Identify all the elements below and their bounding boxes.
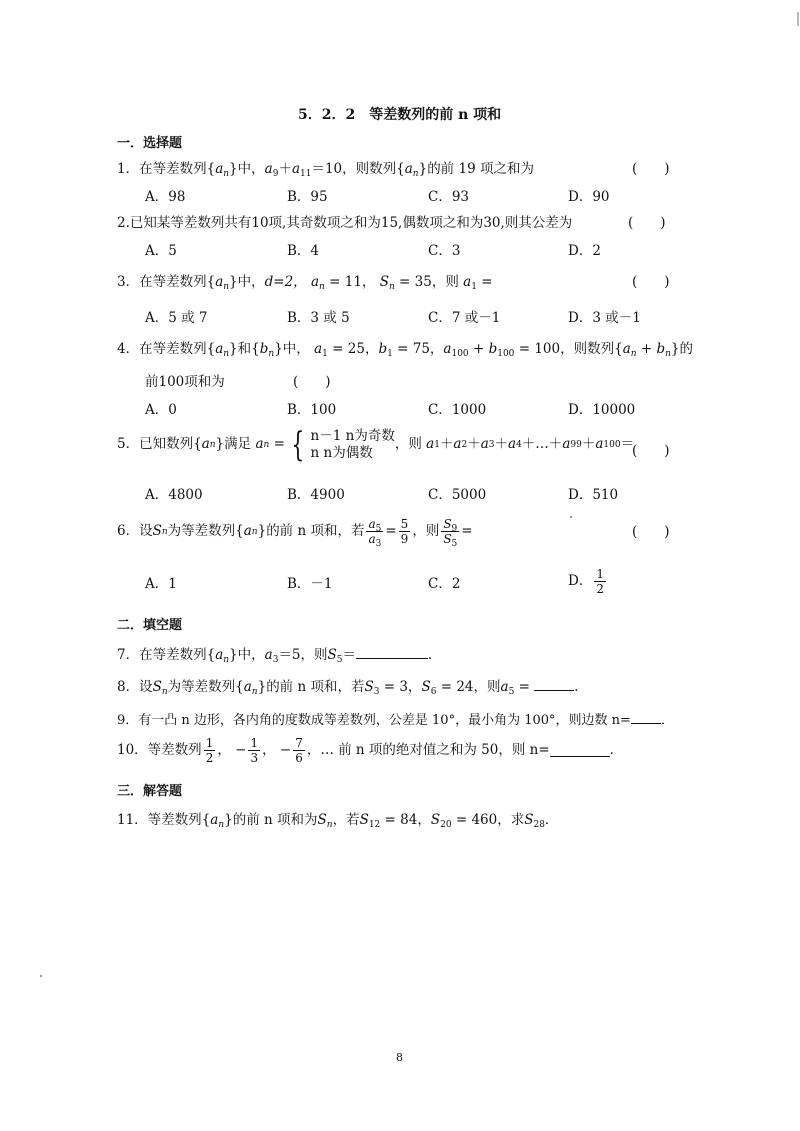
scan-edge-mark [797,12,799,26]
scan-speck [40,975,42,977]
page-title: 5．2．2 等差数列的前 n 项和 [298,107,502,123]
option-c: C．5000 [428,487,487,503]
fraction-1-3: $\frac{1}{3}$ [250,736,259,765]
question-1: 1．在等差数列$\{a_n\}$中，$a_9+a_{11}=10$，则数列$\{a_n\}$的前 19 项之和为 [117,161,534,179]
option-c: C．1000 [428,402,487,418]
option-a: A．98 [145,189,186,205]
option-d: D． $\frac{1}{2}$ [568,567,604,596]
question-7: 7．在等差数列$\{a_n\}$中，$a_3=5$，则$S_5=$ ． [117,647,442,665]
question-11: 11．等差数列$\{a_n\}$的前 n 项和为$S_n$，若$S_{12} = 84$，$S_{20} = 460$，求$S_{28}$． [117,812,559,830]
option-d: D．3 或－1 [568,310,641,326]
option-c: C．3 [428,243,461,259]
fraction-a5-a3: $\frac{a_5}{a_3}$ [368,517,382,549]
option-d: D．2 [568,243,601,259]
option-b: B．3 或 5 [287,310,350,326]
answer-paren: ( ) [632,524,670,540]
fraction-s9-s5: $\frac{S_9}{S_5}$ [443,517,458,549]
option-b: B．100 [287,402,337,418]
section-heading-solve: 三．解答题 [117,784,183,799]
answer-paren: ( ) [632,161,670,177]
page-number: 8 [396,1051,403,1064]
fraction-5-9: $\frac{5}{9}$ [400,517,409,546]
answer-blank [550,744,610,757]
question-3: 3．在等差数列$\{a_n\}$中，d=2， $a_n = 11$， $S_n = 35$，则 $a_1$ = [117,274,493,292]
option-b: B．－1 [287,576,333,592]
question-4: 4．在等差数列$\{a_n\}$和$\{b_n\}$中， $a_1 = 25$，$b_1 = 75$，$a_{100} + b_{100} = 100$，则数列$\{a_n + b_n\}$的 [117,341,693,359]
answer-blank [534,678,574,691]
option-a: A．4800 [145,487,203,503]
option-a: A．1 [145,576,177,592]
question-9: 9．有一凸 n 边形，各内角的度数成等差数列，公差是 10°，最小角为 100°，则边数 n= ． [117,713,674,728]
question-4-line2: 前100项和为 [145,374,225,390]
answer-paren: ( ) [632,443,670,459]
fraction-7-6: $\frac{7}{6}$ [295,736,303,765]
option-a: A．5 [145,243,177,259]
fraction-1-2: $\frac{1}{2}$ [205,736,214,765]
answer-blank [631,711,661,724]
option-d: D．90 [568,189,610,205]
question-6: 6． 设 S n 为等差数列 { a n } 的前 n 项和，若 $\frac{a_5}{a_3}$ = $\frac{5}{9}$ ，则 $\frac{S_9}{S_5}$ = [117,517,473,549]
piecewise-brace: { [291,425,305,465]
answer-paren: ( ) [293,374,331,390]
fraction-1-2: $\frac{1}{2}$ [596,567,604,596]
answer-paren: ( ) [628,215,666,231]
question-8: 8．设$S_n$为等差数列$\{a_n\}$的前 n 项和，若$S_3 = 3$，$S_6 = 24$，则$a_5$ = ． [117,679,588,697]
option-c: C．2 [428,576,461,592]
answer-blank [356,646,428,659]
option-c: C．93 [428,189,470,205]
question-10: 10．等差数列 $\frac{1}{2}$ ， − $\frac{1}{3}$ ， − $\frac{7}{6}$ ，… 前 n 项的绝对值之和为 50，则 n= ． [117,736,624,765]
option-c: C．7 或－1 [428,310,501,326]
scan-speck [570,516,572,518]
option-d: D．10000 [568,402,636,418]
question-2: 2.已知某等差数列共有10项,其奇数项之和为15,偶数项之和为30,则其公差为 [117,215,573,231]
option-a: A．5 或 7 [145,310,208,326]
option-b: B．95 [287,189,328,205]
option-b: B．4 [287,243,320,259]
option-b: B．4900 [287,487,345,503]
section-heading-choice: 一．选择题 [117,136,183,151]
answer-paren: ( ) [632,274,670,290]
question-5: 5． 已知数列 { a n } 满足 a n = { n－1 n为奇数 n n为偶数 ，则 a 1 ＋ a 2 ＋ a 3 ＋ a 4 ＋…＋ a 99 ＋ a 100 ＝ [117,425,635,465]
piecewise-cases: n－1 n为奇数 n n为偶数 [310,428,395,461]
option-d: D．510 [568,487,619,503]
section-heading-fill: 二．填空题 [117,618,183,633]
option-a: A．0 [145,402,177,418]
